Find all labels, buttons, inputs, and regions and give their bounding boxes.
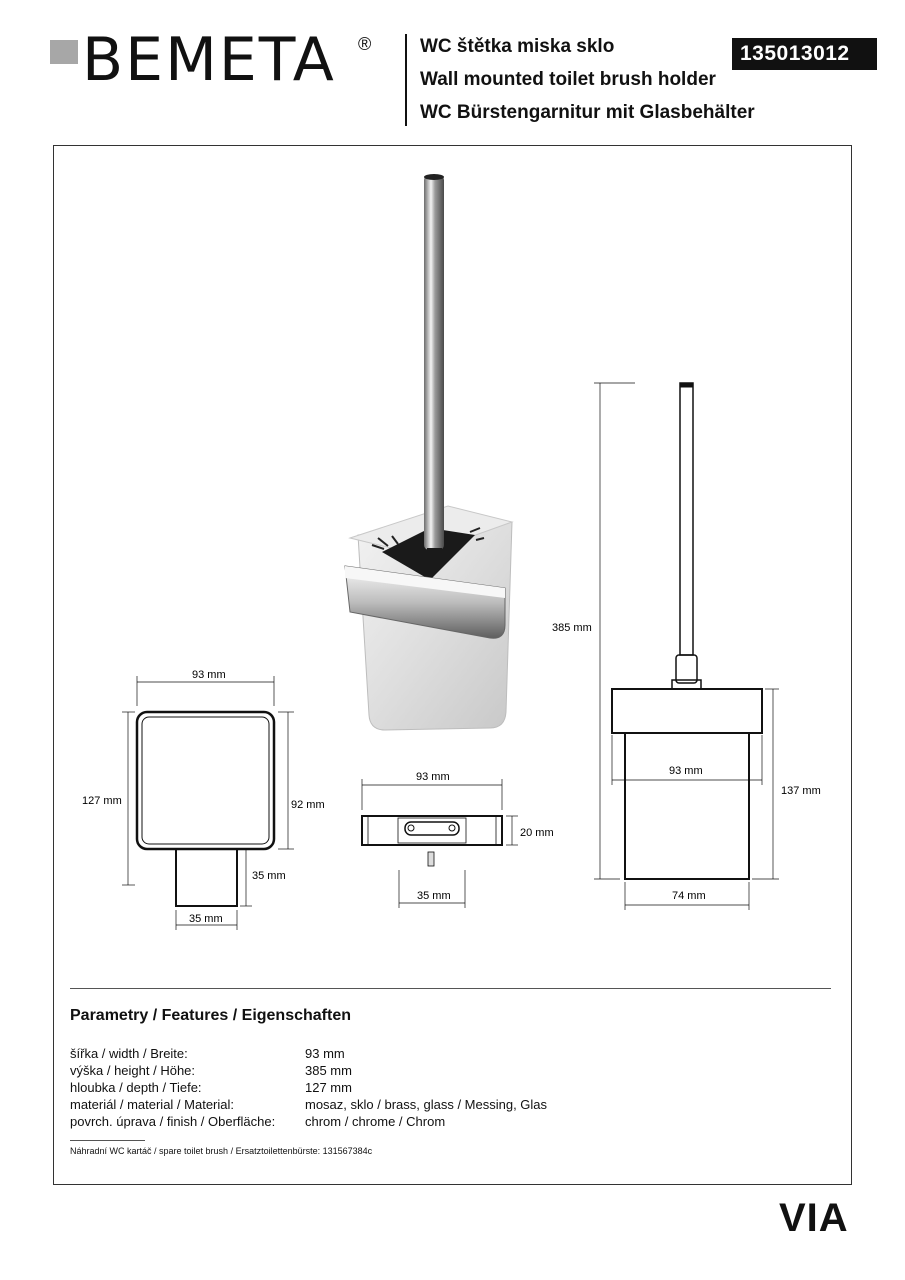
registered-mark: ® (358, 34, 372, 54)
product-code-badge: 135013012 (732, 38, 877, 70)
front-stem-width-label: 35 mm (189, 913, 223, 925)
front-width-label: 93 mm (192, 669, 226, 681)
title-cz: WC štětka miska sklo (420, 36, 615, 57)
series-name: VIA (779, 1196, 849, 1240)
front-stem-height-label: 35 mm (252, 870, 286, 882)
brand-logo: BEMETA (82, 25, 336, 95)
front-view (122, 676, 294, 930)
front-height-label: 127 mm (82, 795, 122, 807)
title-en: Wall mounted toilet brush holder (420, 69, 716, 90)
side-bottom-width-label: 74 mm (672, 890, 706, 902)
title-de: WC Bürstengarnitur mit Glasbehälter (420, 102, 755, 123)
side-body-height-label: 137 mm (781, 785, 821, 797)
side-total-height-label: 385 mm (552, 622, 592, 634)
spare-part-footnote: Náhradní WC kartáč / spare toilet brush / Ersatztoilettenbürste: 131567384c (70, 1146, 373, 1156)
spec-value-finish: chrom / chrome / Chrom (305, 1114, 446, 1129)
spec-value-material: mosaz, sklo / brass, glass / Messing, Glas (305, 1097, 548, 1112)
product-image (345, 174, 512, 730)
features-title: Parametry / Features / Eigenschaften (70, 1007, 351, 1024)
side-view (594, 383, 779, 910)
spec-label-depth: hloubka / depth / Tiefe: (70, 1080, 202, 1095)
spec-label-material: materiál / material / Material: (70, 1097, 234, 1112)
spec-value-width: 93 mm (305, 1046, 345, 1061)
front-inner-height-label: 92 mm (291, 799, 325, 811)
top-view (362, 779, 518, 908)
spec-label-width: šířka / width / Breite: (70, 1046, 188, 1061)
spec-label-height: výška / height / Höhe: (70, 1063, 196, 1078)
spec-label-finish: povrch. úprava / finish / Oberfläche: (70, 1114, 276, 1129)
spec-value-height: 385 mm (305, 1063, 352, 1078)
top-depth-label: 20 mm (520, 827, 554, 839)
top-width-label: 93 mm (416, 771, 450, 783)
features-divider (70, 988, 831, 989)
footnote-rule (70, 1140, 145, 1141)
spec-value-depth: 127 mm (305, 1080, 352, 1095)
top-bracket-width-label: 35 mm (417, 890, 451, 902)
side-width-label: 93 mm (669, 765, 703, 777)
